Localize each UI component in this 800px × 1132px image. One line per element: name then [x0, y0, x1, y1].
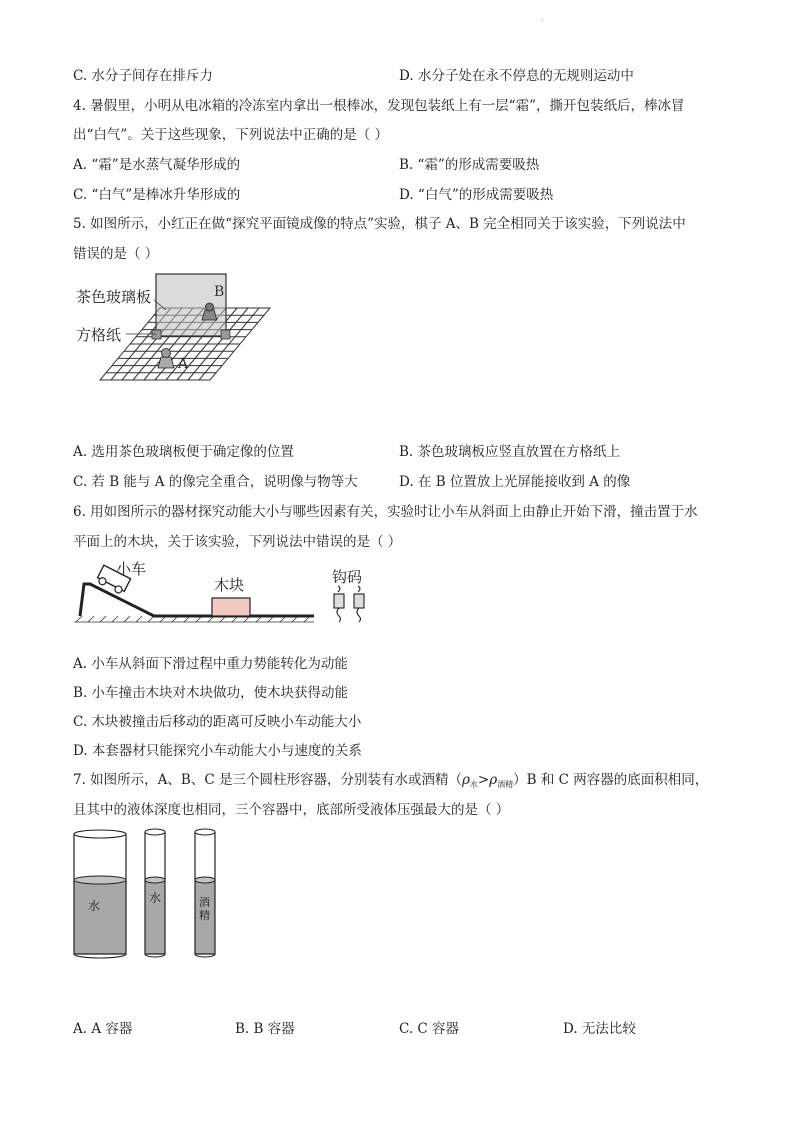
q5-option-c: C. 若 B 能与 A 的像完全重合，说明像与物等大: [73, 474, 358, 490]
q5-option-d: D. 在 B 位置放上光屏能接收到 A 的像: [399, 474, 631, 490]
rho-symbol-alcohol: ρ: [489, 772, 498, 788]
rho-symbol-water: ρ: [461, 772, 470, 788]
q4-stem-line-1: 4. 暑假里，小明从电冰箱的冷冻室内拿出一根棒冰，发现包装纸上有一层“霜”，撕开包装纸后，棒冰冒: [73, 98, 685, 114]
q3-option-d: D. 水分子处在永不停息的无规则运动中: [399, 68, 634, 84]
weights-label: 钩码: [332, 568, 363, 586]
q5-option-a: A. 选用茶色玻璃板便于确定像的位置: [73, 444, 294, 460]
rho-subscript-alcohol: 酒精: [497, 780, 514, 789]
q6-option-d: D. 本套器材只能探究小车动能大小与速度的关系: [73, 743, 362, 759]
q7-option-b: B. B 容器: [235, 1021, 295, 1037]
block-label: 木块: [214, 576, 245, 594]
q5-stem-line-2: 错误的是（ ）: [73, 246, 159, 262]
container-c-liquid-label-2: 精: [199, 909, 210, 922]
container-b-liquid-label: 水: [149, 891, 162, 905]
q7-option-c: C. C 容器: [399, 1021, 460, 1037]
q6-option-a: A. 小车从斜面下滑过程中重力势能转化为动能: [73, 656, 348, 672]
glass-stand-right: [221, 330, 230, 339]
q6-option-c: C. 木块被撞击后移动的距离可反映小车动能大小: [73, 714, 362, 730]
container-a-liquid-label: 水: [88, 899, 101, 913]
container-a: [74, 830, 126, 958]
kinetic-energy-figure: [70, 556, 380, 632]
piece-b-label: B: [214, 284, 225, 300]
q3-option-c: C. 水分子间存在排斥力: [73, 68, 213, 84]
cart-label: 小车: [116, 560, 147, 578]
container-c-liquid-label-1: 酒: [199, 896, 210, 909]
wooden-block: [212, 598, 250, 616]
plane-mirror-figure: [70, 268, 290, 388]
q4-option-d: D. “白气”的形成需要吸热: [399, 187, 554, 203]
page-mark: .: [541, 14, 544, 23]
q4-stem-line-2: 出“白气”。关于这些现象，下列说法中正确的是（ ）: [73, 127, 389, 143]
q6-stem-line-2: 平面上的木块，关于该实验，下列说法中错误的是（ ）: [73, 534, 402, 550]
greater-than-sign: >: [477, 772, 490, 788]
tinted-glass-label: 茶色玻璃板: [76, 288, 152, 306]
q4-option-b: B. “霜”的形成需要吸热: [399, 157, 540, 173]
hook-weights: [334, 586, 364, 622]
q6-option-b: B. 小车撞击木块对木块做功，使木块获得动能: [73, 685, 349, 701]
q5-option-b: B. 茶色玻璃板应竖直放置在方格纸上: [399, 444, 621, 460]
q6-stem-line-1: 6. 用如图所示的器材探究动能大小与哪些因素有关，实验时让小车从斜面上由静止开始下滑，撞击置于水: [73, 504, 698, 520]
rho-subscript-water: 水: [469, 780, 478, 789]
q7-option-d: D. 无法比较: [563, 1021, 636, 1037]
q5-stem-line-1: 5. 如图所示，小红正在做“探究平面镜成像的特点”实验，棋子 A、B 完全相同关于该实验，下列说法中: [73, 216, 686, 232]
q7-stem-part-1: 7. 如图所示，A、B、C 是三个圆柱形容器，分别装有水或酒精（: [73, 772, 462, 788]
q4-option-c: C. “白气”是棒冰升华形成的: [73, 187, 241, 203]
container-c: [195, 829, 215, 957]
q7-stem-line-1: [73, 768, 708, 790]
grid-paper-label: 方格纸: [76, 326, 122, 344]
containers-figure: [70, 824, 230, 960]
glass-stand-left: [152, 330, 161, 339]
piece-a-label: A: [178, 356, 189, 372]
q4-option-a: A. “霜”是水蒸气凝华形成的: [73, 157, 241, 173]
q7-stem-line-2: 且其中的液体深度也相同，三个容器中，底部所受液体压强最大的是（ ）: [73, 802, 510, 818]
q7-option-a: A. A 容器: [73, 1021, 133, 1037]
q7-stem-part-2: ）B 和 C 两容器的底面积相同，: [513, 772, 709, 788]
